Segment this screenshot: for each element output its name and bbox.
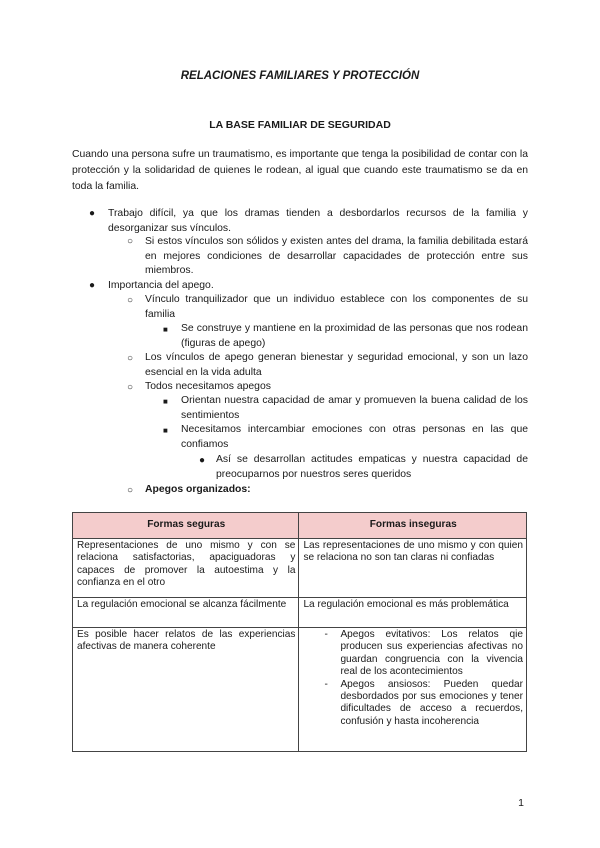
- attachment-forms-table: [72, 512, 527, 752]
- table-cell: Las representaciones de uno mismo y con quien se relaciona no son tan claras ni confiadas: [299, 539, 527, 598]
- document-title: RELACIONES FAMILIARES Y PROTECCIÓN: [180, 70, 420, 82]
- table-cell: Es posible hacer relatos de las experiencias afectivas de manera coherente: [73, 628, 299, 752]
- list-item: Importancia del apego.: [108, 280, 214, 291]
- intro-paragraph: Cuando una persona sufre un traumatismo, es importante que tenga la posibilidad de contar con la protección y la solidaridad de quienes le rodean, al igual que cuando este traumatismo se da en toda la familia.: [72, 149, 528, 192]
- table-row: [73, 628, 527, 752]
- dash-bullet-icon: -: [324, 629, 328, 640]
- table-cell: La regulación emocional es más problemática: [299, 598, 527, 628]
- bullet-disc-icon: ●: [89, 208, 96, 219]
- list-item: Vínculo tranquilizador que un individuo establece con los componentes de su familia: [145, 294, 528, 320]
- section-subtitle: LA BASE FAMILIAR DE SEGURIDAD: [209, 119, 391, 131]
- header-secure-forms: Formas seguras: [73, 513, 299, 539]
- bullet-disc-icon: ●: [199, 455, 206, 466]
- table-cell: La regulación emocional se alcanza fácilmente: [73, 598, 299, 628]
- table-row: [73, 539, 527, 598]
- bullet-square-icon: ■: [163, 426, 168, 435]
- table-row: [73, 598, 527, 628]
- list-item: - Apegos ansiosos: Pueden quedar desbordados por sus emociones y tener dificultades de acceso a recuerdos, confusión y hasta incoherencia: [324, 678, 523, 727]
- list-item: Los vínculos de apego generan bienestar y seguridad emocional, y son un lazo esencial en la vida adulta: [145, 352, 528, 378]
- table-cell: [299, 628, 527, 752]
- page-number: 1: [518, 797, 524, 809]
- bullet-square-icon: ■: [163, 325, 168, 334]
- bullet-circle-icon: ○: [127, 295, 134, 306]
- bullet-circle-icon: ○: [127, 485, 134, 496]
- list-item: Se construye y mantiene en la proximidad de las personas que nos rodean (figuras de apego): [181, 323, 528, 349]
- bullet-circle-icon: ○: [127, 353, 134, 364]
- list-item: Apegos organizados:: [145, 484, 251, 495]
- list-item: - Apegos evitativos: Los relatos qie producen sus experiencias afectivas no guardan congruencia con la vivencia real de los acontecimientos: [324, 629, 523, 678]
- insecure-attachment-list: [303, 629, 523, 728]
- list-item: Trabajo difícil, ya que los dramas tienden a desbordarlos recursos de la familia y desorganizar sus vínculos.: [108, 208, 528, 234]
- bullet-square-icon: ■: [163, 397, 168, 406]
- list-item: Todos necesitamos apegos: [145, 381, 271, 392]
- bullet-circle-icon: ○: [127, 236, 134, 247]
- list-item: Necesitamos intercambiar emociones con otras personas en las que confiamos: [181, 424, 528, 450]
- bullet-circle-icon: ○: [127, 382, 134, 393]
- list-item: Si estos vínculos son sólidos y existen antes del drama, la familia debilitada estará en mejores condiciones de desarrollar capacidades de protección entre sus miembros.: [145, 236, 528, 276]
- bullet-disc-icon: ●: [89, 280, 96, 291]
- list-item: Orientan nuestra capacidad de amar y promueven la buena calidad de los sentimientos: [181, 395, 528, 421]
- table-cell: Representaciones de uno mismo y con se relaciona satisfactorias, apaciguadoras y capaces de promover la autoestima y la confianza en el otro: [73, 539, 299, 598]
- table-header-row: [73, 513, 527, 539]
- list-item: Así se desarrollan actitudes empaticas y nuestra capacidad de preocuparnos por nuestros seres queridos: [216, 454, 528, 480]
- header-insecure-forms: Formas inseguras: [299, 513, 527, 539]
- dash-bullet-icon: -: [324, 678, 328, 690]
